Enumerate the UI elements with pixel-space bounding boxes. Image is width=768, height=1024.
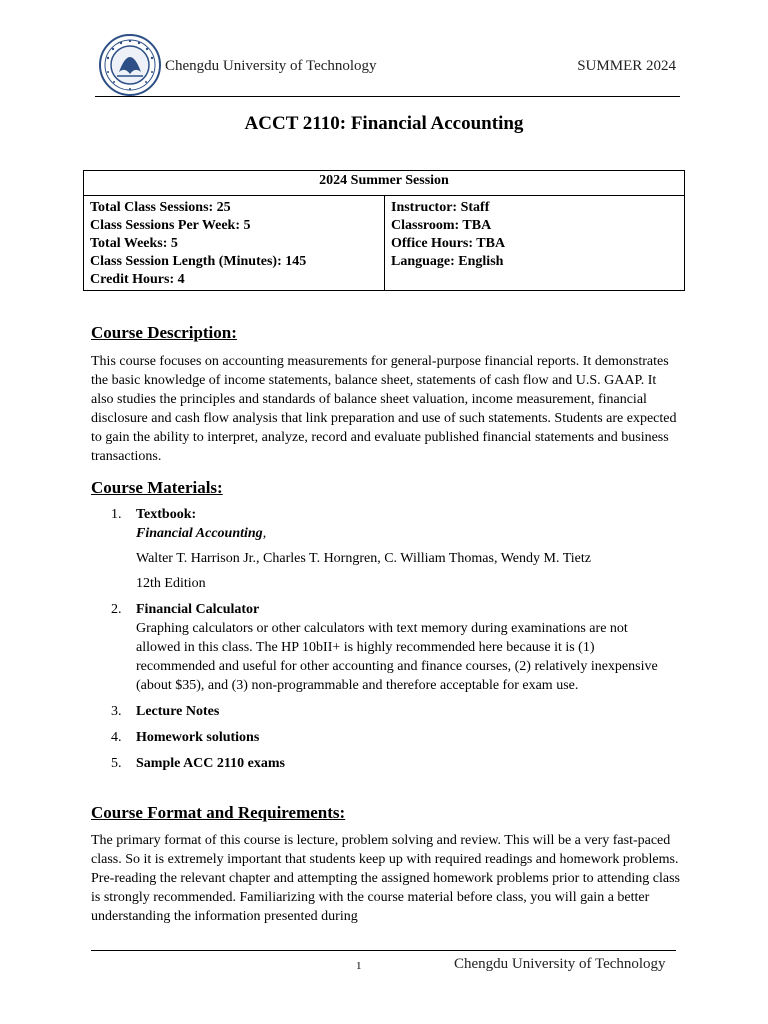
course-info-table	[83, 170, 685, 291]
course-description-heading: Course Description:	[91, 323, 237, 342]
list-number: 1.	[111, 507, 122, 522]
course-description-text: This course focuses on accounting measurements for general-purpose financial reports. It demonstrates the basic knowledge of income statements, balance sheet, statements of cash flow and U.S. GAAP. It also studies the principles and standards of balance sheet valuation, income measurement, financial disclosure and cash flow analysis that link preparation and use of such statements. Students are expected to gain the ability to interpret, analyze, record and evaluate published financial statements and business transactions.	[91, 354, 677, 464]
calculator-text: Graphing calculators or other calculators with text memory during examinations are not allowed in this class. The HP 10bII+ is highly recommended here because it is (1) recommended and useful for other accounting and finance courses, (2) relatively inexpensive (about $35), and (3) non-programmable and therefore acceptable for exam use.	[136, 621, 658, 693]
textbook-title: Textbook:	[136, 507, 197, 522]
list-number: 3.	[111, 704, 122, 719]
page-header	[95, 34, 680, 97]
lecture-notes-title: Lecture Notes	[136, 704, 220, 719]
list-item	[91, 505, 671, 593]
page-number: 1	[356, 960, 362, 972]
textbook-authors: Walter T. Harrison Jr., Charles T. Horngren, C. William Thomas, Wendy M. Tietz	[136, 551, 591, 566]
header-university-name: Chengdu University of Technology	[165, 58, 377, 74]
list-number: 2.	[111, 602, 122, 617]
class-sessions-per-week: Class Sessions Per Week: 5	[90, 218, 251, 233]
university-seal-logo	[99, 34, 161, 96]
instructor: Instructor: Staff	[391, 200, 490, 215]
homework-solutions-title: Homework solutions	[136, 730, 260, 745]
language: Language: English	[391, 254, 504, 269]
total-weeks: Total Weeks: 5	[90, 236, 178, 251]
list-item	[91, 728, 671, 747]
info-right-cell	[385, 196, 685, 291]
course-title: ACCT 2110: Financial Accounting	[244, 113, 524, 134]
course-format-heading: Course Format and Requirements:	[91, 803, 346, 822]
total-class-sessions: Total Class Sessions: 25	[90, 200, 231, 215]
session-heading: 2024 Summer Session	[84, 171, 685, 196]
class-session-length: Class Session Length (Minutes): 145	[90, 254, 307, 269]
list-item	[91, 702, 671, 721]
textbook-name-suffix: ,	[262, 526, 267, 541]
course-format-text: The primary format of this course is lecture, problem solving and review. This will be a very fast-paced class. So it is extremely important that students keep up with required readings and homework problems. Pre-reading the relevant chapter and attempting the assigned homework problems prior to attending class is strongly recommended. Familiarizing with the course material before class, you will gain a better understanding the information presented during	[91, 833, 680, 924]
textbook-edition: 12th Edition	[136, 576, 206, 591]
course-materials-heading: Course Materials:	[91, 478, 223, 497]
textbook-name: Financial Accounting	[136, 526, 263, 541]
footer-university-name: Chengdu University of Technology	[454, 956, 666, 972]
footer-divider	[91, 950, 676, 951]
info-left-cell	[84, 196, 385, 291]
credit-hours: Credit Hours: 4	[90, 272, 185, 287]
office-hours: Office Hours: TBA	[391, 236, 506, 251]
header-term: SUMMER 2024	[577, 58, 676, 74]
calculator-title: Financial Calculator	[136, 602, 260, 617]
list-item	[91, 754, 671, 773]
list-item	[91, 600, 671, 695]
list-number: 5.	[111, 756, 122, 771]
classroom: Classroom: TBA	[391, 218, 492, 233]
sample-exams-title: Sample ACC 2110 exams	[136, 756, 285, 771]
course-materials-list	[91, 505, 671, 780]
list-number: 4.	[111, 730, 122, 745]
